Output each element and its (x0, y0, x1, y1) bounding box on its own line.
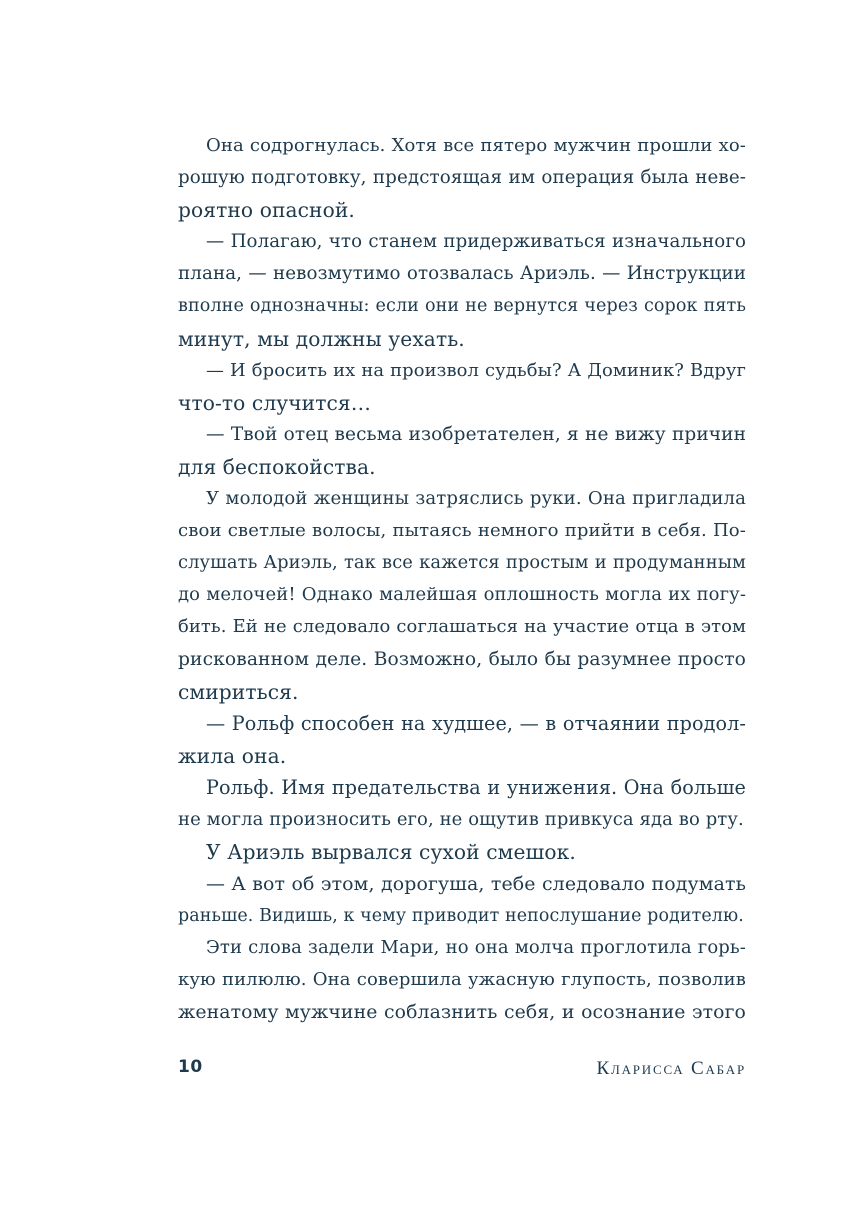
text-line: — А вот об этом, дорогуша, тебе следовало подумать (206, 873, 746, 896)
text-line: раньше. Видишь, к чему приводит непослушание родителю. (178, 906, 744, 927)
text-line: жила она. (178, 743, 287, 768)
text-line: Эти слова задели Мари, но она молча проглотила горь- (206, 937, 746, 959)
text-line: — Твой отец весьма изобретателен, я не вижу причин (206, 423, 746, 445)
text-line: свои светлые волосы, пытаясь немного прийти в себя. По- (178, 520, 746, 542)
page-number: 10 (178, 1057, 203, 1077)
text-line: вполне однозначны: если они не вернутся через сорок пять (178, 296, 746, 317)
text-line: У молодой женщины затряслись руки. Она пригладила (206, 488, 746, 510)
text-line: — И бросить их на произвол судьбы? А Доминик? Вдруг (206, 359, 746, 381)
text-line: слушать Ариэль, так все кажется простым и продуманным (178, 552, 746, 574)
text-line: рошую подготовку, предстоящая им операция была неве- (178, 167, 746, 189)
text-line: рискованном деле. Возможно, было бы разумнее просто (178, 648, 746, 670)
text-line: — Рольф способен на худшее, — в отчаянии продол- (206, 711, 746, 735)
text-line: кую пилюлю. Она совершила ужасную глупость, позволив (178, 969, 746, 991)
text-line: что-то случится… (178, 390, 372, 415)
text-line: У Ариэль вырвался сухой смешок. (206, 840, 576, 865)
body-text (178, 130, 746, 1029)
text-line: женатому мужчине соблазнить себя, и осознание этого (178, 1001, 746, 1023)
running-head-author: Кларисса Сабар (596, 1058, 746, 1079)
text-line: не могла произносить его, не ощутив привкуса яда во рту. (178, 808, 744, 830)
text-line: минут, мы должны уехать. (178, 326, 465, 351)
text-line: бить. Ей не следовало соглашаться на участие отца в этом (178, 616, 746, 638)
text-line: смириться. (178, 679, 299, 704)
text-line: Она содрогнулась. Хотя все пятеро мужчин прошли хо- (206, 135, 746, 156)
text-line: плана, — невозмутимо отозвалась Ариэль. — Инструкции (178, 263, 746, 285)
page-footer (178, 1057, 746, 1081)
text-line: роятно опасной. (178, 198, 355, 223)
text-line: для беспокойства. (178, 454, 376, 479)
text-line: до мелочей! Однако малейшая оплошность могла их погу- (178, 584, 746, 606)
text-line: Рольф. Имя предательства и унижения. Она больше (206, 775, 746, 799)
text-line: — Полагаю, что станем придерживаться изначального (206, 231, 746, 253)
